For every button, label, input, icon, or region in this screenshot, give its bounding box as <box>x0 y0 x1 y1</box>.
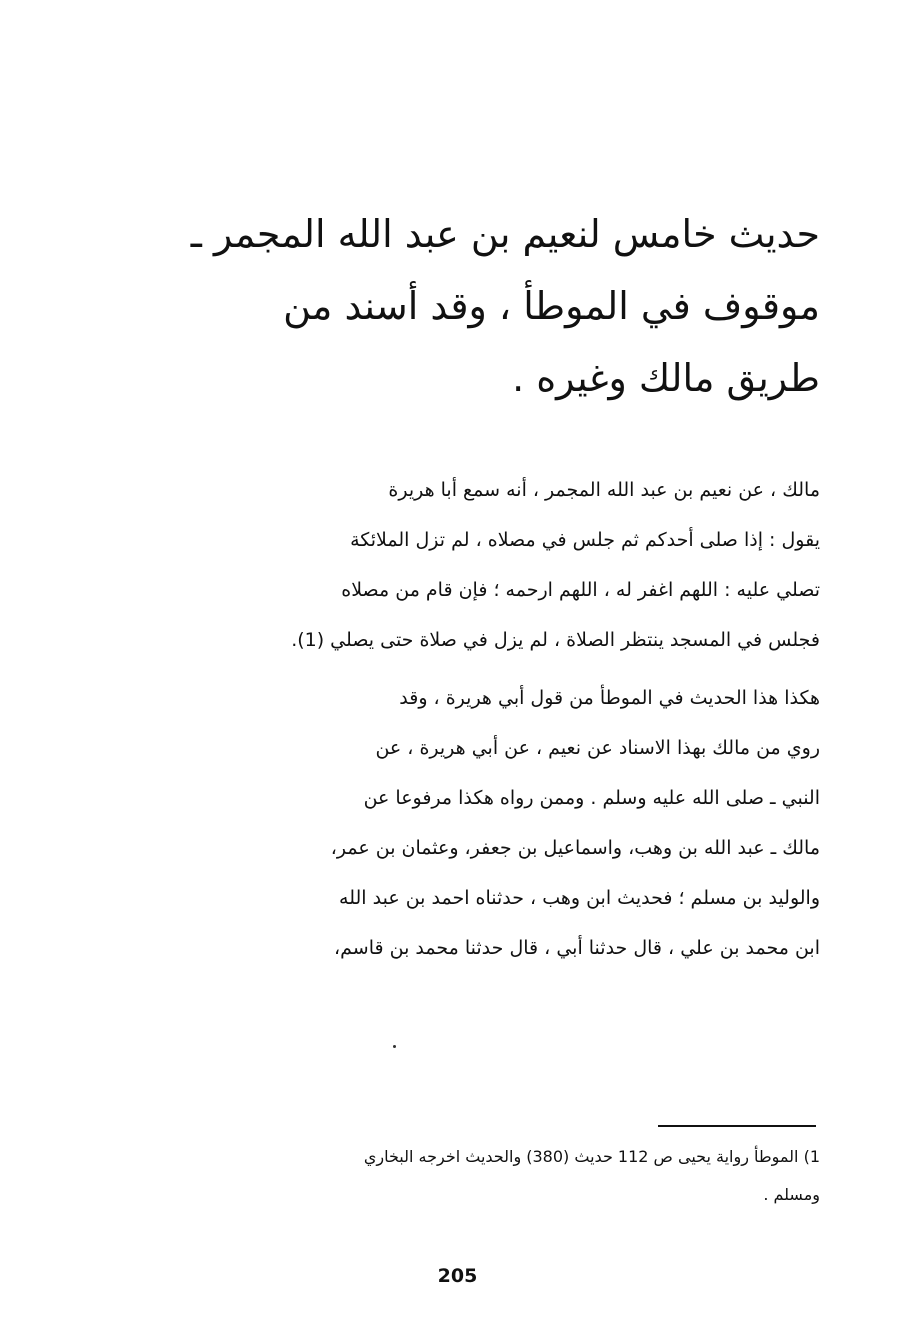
text-line: مالك ـ عبد الله بن وهب، واسماعيل بن جعفر، وعثمان بن عمر، <box>330 837 820 859</box>
text-line: هكذا هذا الحديث في الموطأ من قول أبي هريرة ، وقد <box>399 687 820 709</box>
text-line: والوليد بن مسلم ؛ فحديث ابن وهب ، حدثناه احمد بن عبد الله <box>339 887 820 909</box>
heading-line: طريق مالك وغيره . <box>512 356 820 400</box>
stray-dot <box>393 1045 396 1048</box>
footnote <box>178 1138 820 1214</box>
text-line: فجلس في المسجد ينتظر الصلاة ، لم يزل في صلاة حتى يصلي (1). <box>291 629 820 651</box>
page-number: 205 <box>437 1265 478 1287</box>
section-heading <box>170 198 820 414</box>
text-line: تصلي عليه : اللهم اغفر له ، اللهم ارحمه ؛ فإن قام من مصلاه <box>341 579 820 601</box>
paragraph-commentary <box>178 673 820 973</box>
text-line: روي من مالك بهذا الاسناد عن نعيم ، عن أبي هريرة ، عن <box>375 737 820 759</box>
footnote-line: 1) الموطأ رواية يحيى ص 112 حديث (380) والحديث اخرجه البخاري <box>363 1147 820 1166</box>
paragraph-hadith <box>178 465 820 665</box>
text-line: ابن محمد بن علي ، قال حدثنا أبي ، قال حدثنا محمد بن قاسم، <box>334 937 820 959</box>
text-line: النبي ـ صلى الله عليه وسلم . وممن رواه هكذا مرفوعا عن <box>363 787 820 809</box>
footnote-divider <box>658 1125 816 1127</box>
text-line: مالك ، عن نعيم بن عبد الله المجمر ، أنه سمع أبا هريرة <box>388 479 820 501</box>
text-line: يقول : إذا صلى أحدكم ثم جلس في مصلاه ، لم تزل الملائكة <box>350 529 820 551</box>
footnote-line: ومسلم . <box>763 1185 820 1204</box>
heading-line: حديث خامس لنعيم بن عبد الله المجمر ـ <box>190 212 820 256</box>
heading-line: موقوف في الموطأ ، وقد أسند من <box>283 284 820 328</box>
